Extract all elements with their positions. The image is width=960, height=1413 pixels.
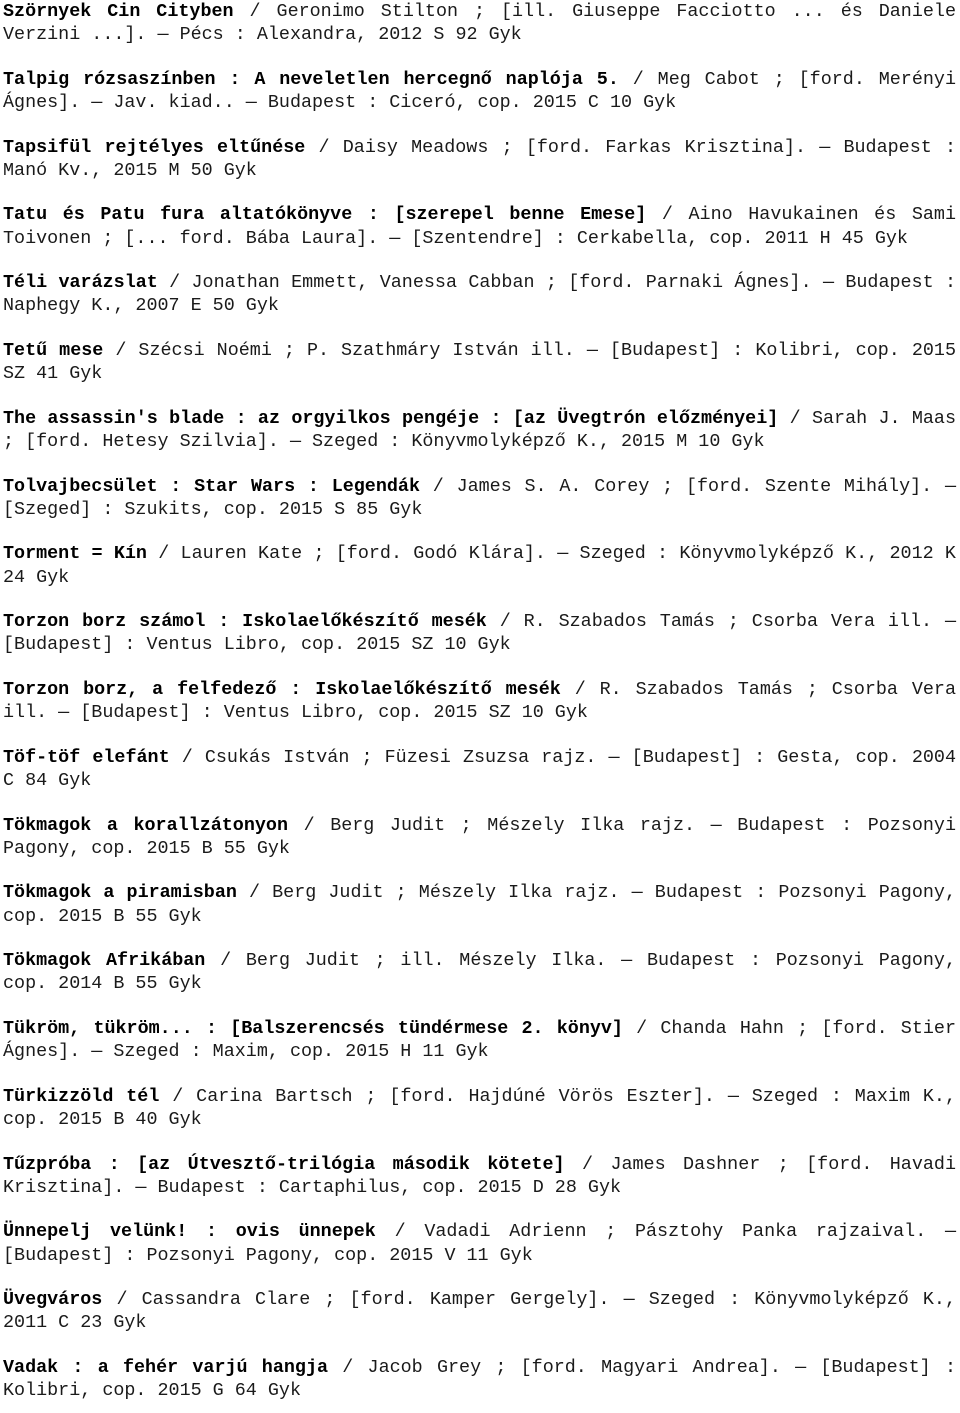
entry-title: Torzon borz, a felfedező : Iskolaelőkészítő mesék (3, 678, 561, 700)
entry-title: Töf-töf elefánt (3, 746, 170, 768)
entry-details: / Berg Judit ; ill. Mészely Ilka. — Budapest : Pozsonyi Pagony, cop. 2014 B 55 Gyk (3, 950, 956, 995)
entry-details: / Csukás István ; Füzesi Zsuzsa rajz. — [Budapest] : Gesta, cop. 2004 C 84 Gyk (3, 746, 956, 791)
catalog-entry (3, 746, 956, 792)
entry-title: Tetű mese (3, 339, 104, 361)
entry-details: / Daisy Meadows ; [ford. Farkas Krisztina]. — Budapest : Manó Kv., 2015 M 50 Gyk (3, 136, 957, 181)
entry-title: Tűzpróba : [az Útvesztő-trilógia második kötete] (3, 1153, 565, 1175)
catalog-entry (3, 814, 956, 860)
entry-details: / Berg Judit ; Mészely Ilka rajz. — Budapest : Pozsonyi Pagony, cop. 2015 B 55 Gyk (3, 814, 957, 859)
catalog-entry (3, 0, 956, 46)
entry-title: Tolvajbecsület : Star Wars : Legendák (3, 475, 420, 497)
entry-title: Tapsifül rejtélyes eltűnése (3, 136, 306, 158)
entry-title: Tökmagok a korallzátonyon (3, 814, 288, 836)
entry-title: Tükröm, tükröm... : [Balszerencsés tündérmese 2. könyv] (3, 1017, 623, 1039)
entry-title: Talpig rózsaszínben : A neveletlen hercegnő naplója 5. (3, 68, 619, 90)
entry-title: Téli varázslat (3, 272, 158, 294)
entry-title: Üvegváros (3, 1289, 103, 1311)
catalog-entry (3, 1085, 956, 1131)
catalog-entry (3, 881, 956, 927)
entry-title: Torzon borz számol : Iskolaelőkészítő mesék (3, 611, 487, 633)
catalog-entry (3, 1288, 956, 1334)
entry-details: / Vadadi Adrienn ; Pásztohy Panka rajzaival. — [Budapest] : Pozsonyi Pagony, cop. 2015 V 11 Gyk (3, 1221, 957, 1266)
entry-title: The assassin's blade : az orgyilkos pengéje : [az Üvegtrón előzményei] (3, 407, 779, 429)
entry-details: / Carina Bartsch ; [ford. Hajdúné Vörös Eszter]. — Szeged : Maxim K., cop. 2015 B 40 Gyk (3, 1085, 956, 1130)
catalog-entry (3, 339, 956, 385)
catalog-entry (3, 1220, 956, 1266)
entry-details: / James S. A. Corey ; [ford. Szente Mihály]. — [Szeged] : Szukits, cop. 2015 S 85 Gyk (3, 475, 957, 520)
entry-details: / R. Szabados Tamás ; Csorba Vera ill. — [Budapest] : Ventus Libro, cop. 2015 SZ 10 Gyk (3, 611, 956, 656)
catalog-entry (3, 68, 956, 114)
catalog-entry (3, 949, 956, 995)
catalog-entry (3, 203, 956, 249)
entry-details: / Aino Havukainen és Sami Toivonen ; [... ford. Bába Laura]. — [Szentendre] : Cerkabella, cop. 2011 H 45 Gyk (3, 204, 956, 249)
entry-details: / Geronimo Stilton ; [ill. Giuseppe Facciotto ... és Daniele Verzini ...]. — Pécs : Alexandra, 2012 S 92 Gyk (3, 1, 956, 46)
entry-details: / Cassandra Clare ; [ford. Kamper Gergely]. — Szeged : Könyvmolyképző K., 2011 C 23 Gyk (3, 1289, 956, 1334)
entry-title: Tökmagok Afrikában (3, 950, 206, 972)
entry-title: Türkizzöld tél (3, 1085, 160, 1107)
catalog-entry (3, 1153, 956, 1199)
entry-details: / Lauren Kate ; [ford. Godó Klára]. — Szeged : Könyvmolyképző K., 2012 K 24 Gyk (3, 543, 956, 588)
entry-details: / R. Szabados Tamás ; Csorba Vera ill. — [Budapest] : Ventus Libro, cop. 2015 SZ 10 Gyk (3, 678, 956, 724)
catalog-entry (3, 407, 956, 453)
catalog-entry (3, 271, 956, 317)
entry-title: Vadak : a fehér varjú hangja (3, 1356, 329, 1378)
entry-title: Szörnyek Cin Cityben (3, 1, 234, 22)
catalog-entry (3, 1017, 956, 1063)
catalog-entry (3, 1356, 956, 1402)
catalog-entry (3, 475, 956, 521)
entry-details: / Sarah J. Maas ; [ford. Hetesy Szilvia]. — Szeged : Könyvmolyképző K., 2015 M 10 Gyk (3, 407, 956, 452)
catalog-entry (3, 678, 956, 724)
entry-details: / Jonathan Emmett, Vanessa Cabban ; [ford. Parnaki Ágnes]. — Budapest : Naphegy K., 2007 E 50 Gyk (3, 272, 956, 317)
catalog-entry (3, 136, 956, 182)
entry-title: Tökmagok a piramisban (3, 882, 237, 904)
entry-details: / Jacob Grey ; [ford. Magyari Andrea]. — [Budapest] : Kolibri, cop. 2015 G 64 Gyk (3, 1356, 956, 1402)
catalog-entry (3, 610, 956, 656)
entry-details: / Meg Cabot ; [ford. Merényi Ágnes]. — Jav. kiad.. — Budapest : Ciceró, cop. 2015 C 10 Gyk (3, 68, 956, 113)
entry-details: / Chanda Hahn ; [ford. Stier Ágnes]. — Szeged : Maxim, cop. 2015 H 11 Gyk (3, 1017, 956, 1063)
entry-title: Ünnepelj velünk! : ovis ünnepek (3, 1221, 376, 1243)
catalog-entry (3, 542, 956, 588)
entry-details: / Berg Judit ; Mészely Ilka rajz. — Budapest : Pozsonyi Pagony, cop. 2015 B 55 Gyk (3, 882, 956, 927)
entry-title: Tatu és Patu fura altatókönyve : [szerepel benne Emese] (3, 204, 647, 226)
entry-details: / James Dashner ; [ford. Havadi Krisztina]. — Budapest : Cartaphilus, cop. 2015 D 28 Gyk (3, 1153, 956, 1198)
entry-details: / Szécsi Noémi ; P. Szathmáry István ill. — [Budapest] : Kolibri, cop. 2015 SZ 41 Gyk (3, 339, 957, 385)
entry-title: Torment = Kín (3, 543, 147, 565)
